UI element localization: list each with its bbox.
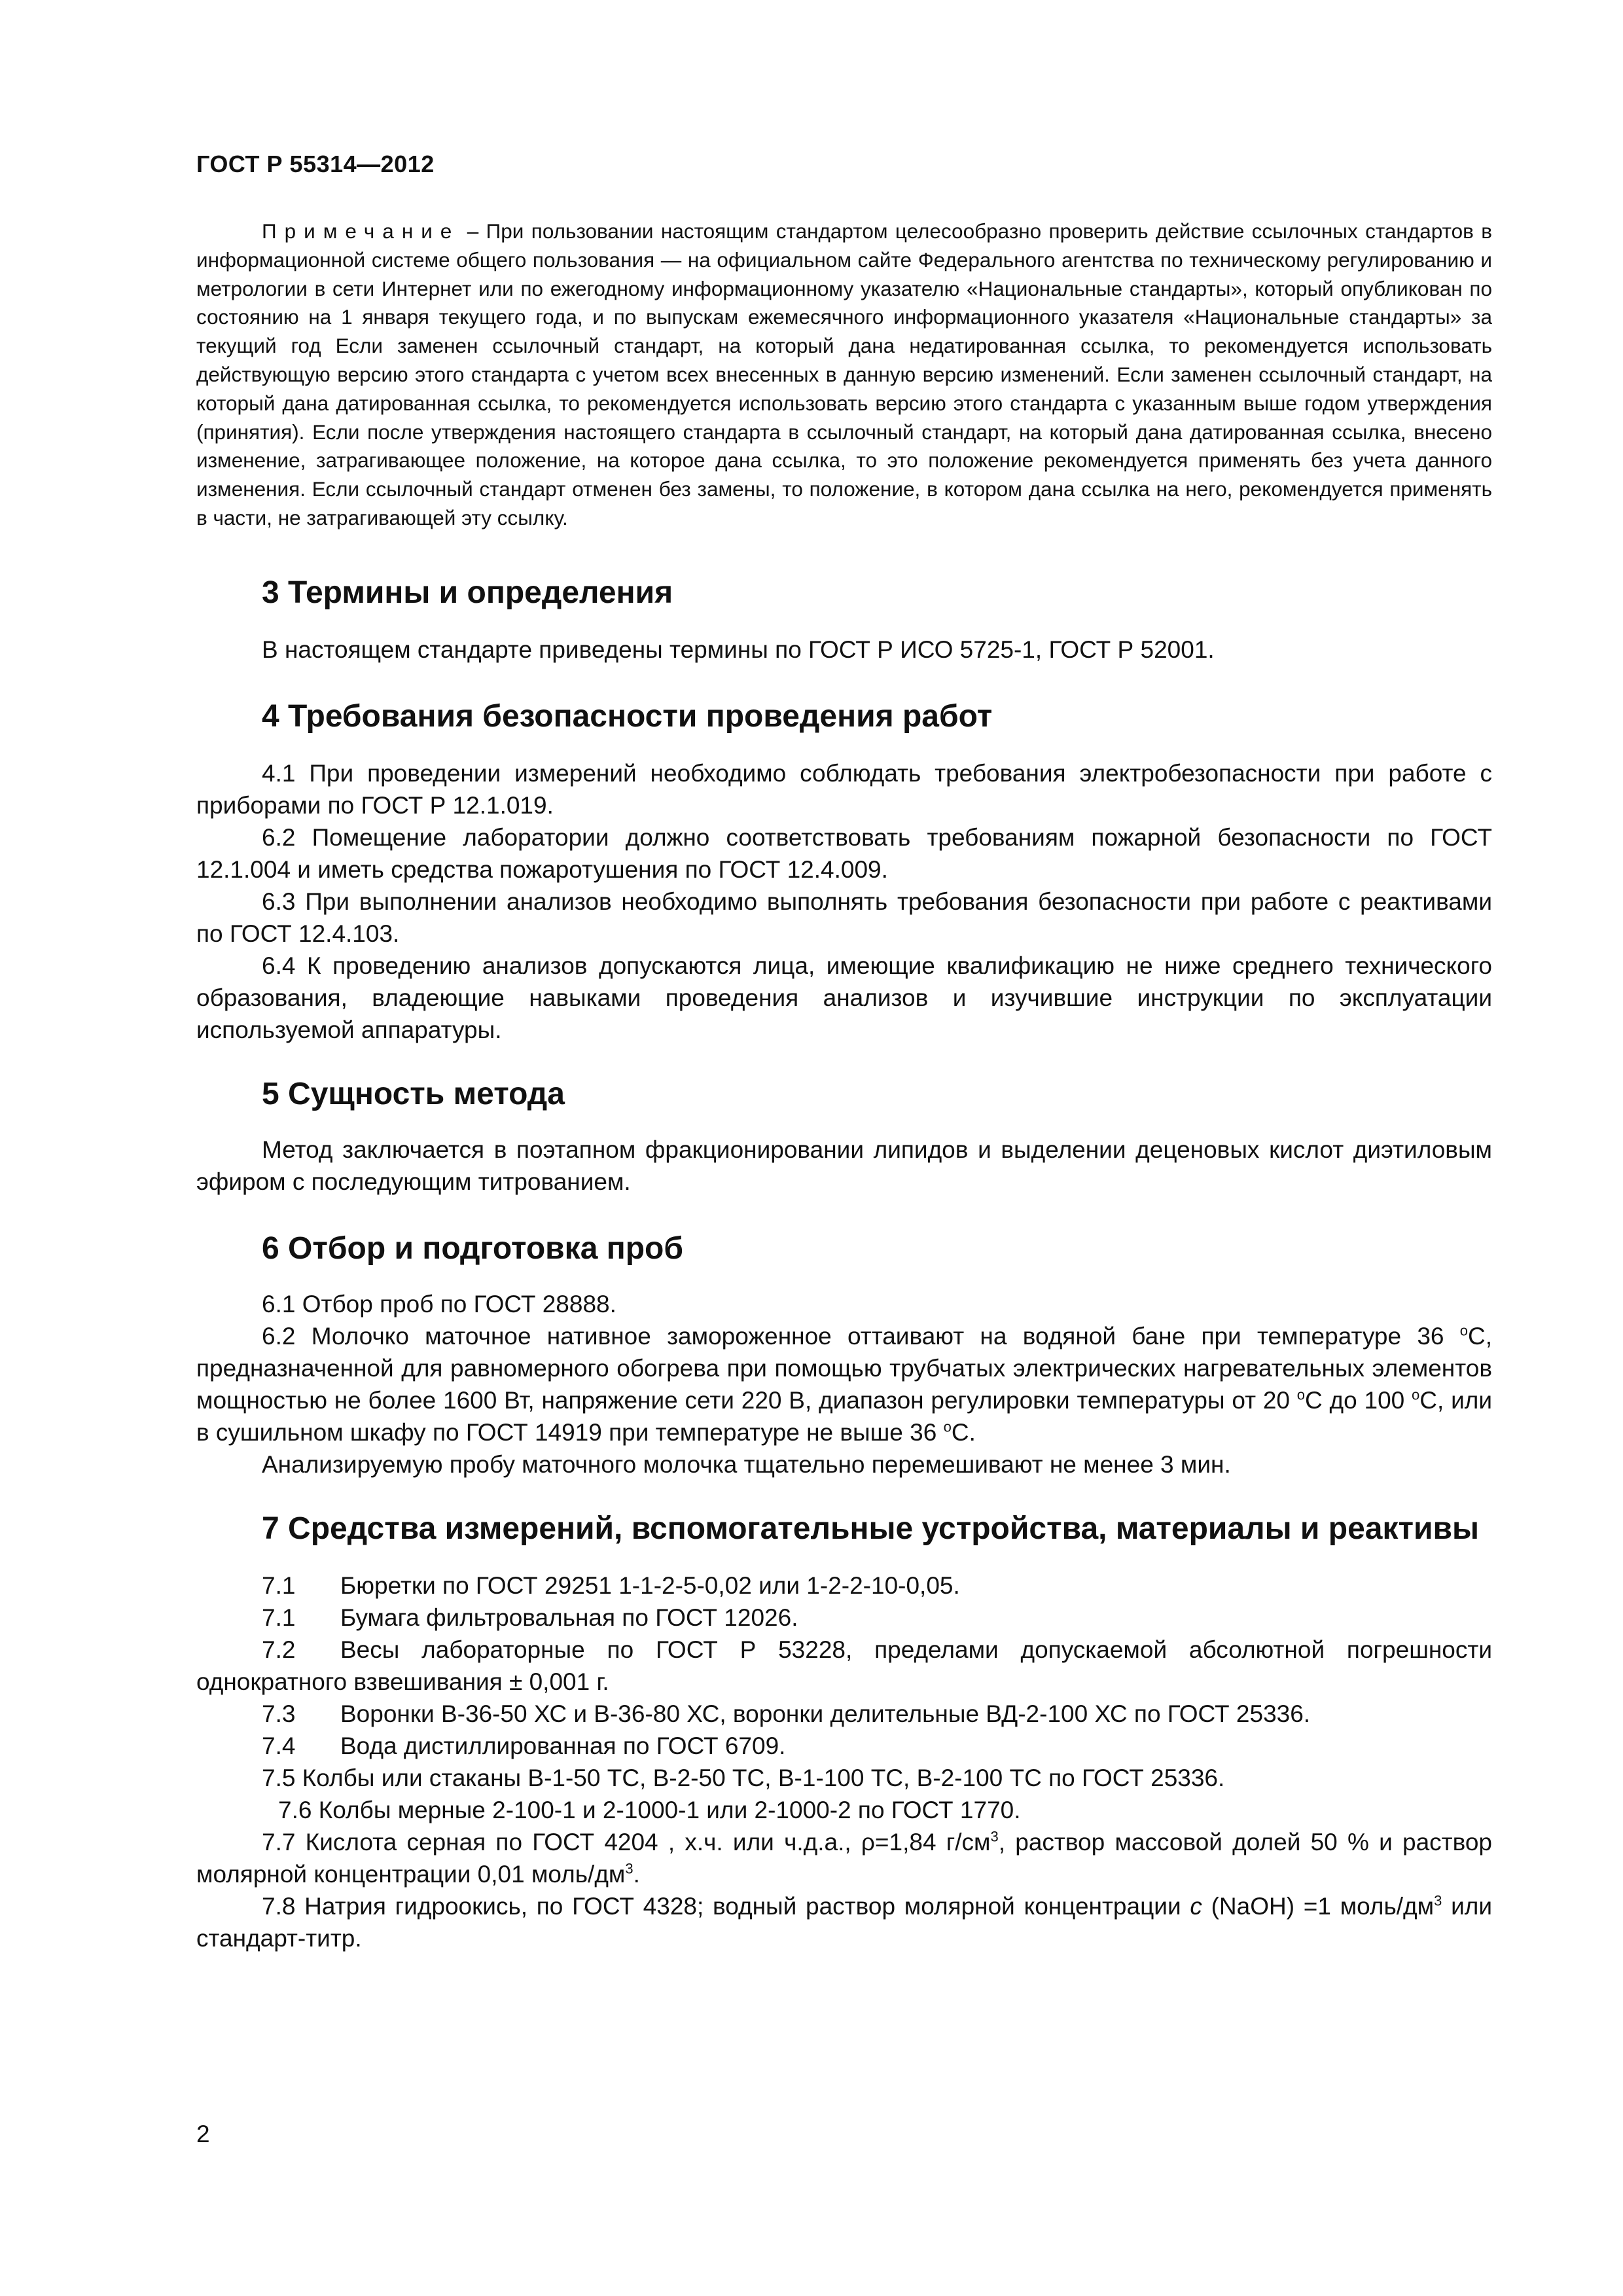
section-4-paragraph-4: 6.4 К проведению анализов допускаются лица, имеющие квалификацию не ниже среднего технического образования, владеющие навыками проведения анализов и изучившие инструкции по эксплуатации используемой аппаратуры. — [196, 952, 1492, 1043]
section-4-title: 4 Требования безопасности проведения работ — [262, 698, 993, 734]
list-item — [196, 1730, 1492, 1762]
list-item — [196, 1698, 1492, 1730]
note-label: Примечание — [262, 219, 460, 243]
item-text: Бумага фильтровальная по ГОСТ 12026. — [340, 1604, 798, 1631]
item-number: 7.1 — [262, 1571, 296, 1599]
item-text: Бюретки по ГОСТ 29251 1-1-2-5-0,02 или 1-2-2-10-0,05. — [340, 1571, 960, 1599]
superscript: 3 — [625, 1860, 633, 1877]
text-run: С, предназначенной для равномерного обогрева при помощью трубчатых электрических нагревательных элементов мощностью не более 1600 Вт, напряжение сети 220 В, диапазон регулировки температуры от 20 — [196, 1322, 1492, 1414]
section-6-paragraph-1: 6.1 Отбор проб по ГОСТ 28888. — [262, 1290, 616, 1318]
text-run: 7.7 Кислота серная по ГОСТ 4204 , х.ч. или ч.д.а., ρ=1,84 г/см — [262, 1828, 991, 1856]
section-7-title: 7 Средства измерений, вспомогательные устройства, материалы и реактивы — [262, 1511, 1480, 1546]
concentration-symbol: c — [1190, 1892, 1202, 1920]
section-7-paragraph-77 — [196, 1826, 1492, 1890]
superscript: 3 — [990, 1828, 999, 1845]
item-text: Весы лабораторные по ГОСТ Р 53228, пределами допускаемой абсолютной погрешности однократного взвешивания ± 0,001 г. — [196, 1636, 1492, 1695]
section-7-list — [196, 1570, 1492, 1762]
section-6-paragraph-3: Анализируемую пробу маточного молочка тщательно перемешивают не менее 3 мин. — [262, 1450, 1231, 1478]
section-5-paragraph: Метод заключается в поэтапном фракционировании липидов и выделении деценовых кислот диэтиловым эфиром с последующим титрованием. — [196, 1136, 1492, 1195]
text-run: С. — [951, 1418, 976, 1446]
section-7-paragraph-76: 7.6 Колбы мерные 2-100-1 и 2-1000-1 или 2-1000-2 по ГОСТ 1770. — [278, 1796, 1021, 1823]
text-run: 7.8 Натрия гидроокись, по ГОСТ 4328; водный раствор молярной концентрации — [262, 1892, 1190, 1920]
text-run: С, или в сушильном шкафу по ГОСТ 14919 при температуре не выше 36 — [196, 1386, 1492, 1446]
item-number: 7.2 — [262, 1636, 296, 1663]
text-run: или стандарт-титр. — [196, 1892, 1492, 1952]
section-3-paragraph: В настоящем стандарте приведены термины по ГОСТ Р ИСО 5725-1, ГОСТ Р 52001. — [262, 636, 1215, 663]
item-number: 7.4 — [262, 1732, 296, 1759]
item-number: 7.3 — [262, 1700, 296, 1727]
section-7-paragraph-78 — [196, 1890, 1492, 1954]
section-6-title: 6 Отбор и подготовка проб — [262, 1230, 684, 1266]
reference-note — [196, 217, 1492, 533]
degree-sign: o — [1459, 1322, 1468, 1339]
degree-sign: o — [1296, 1386, 1306, 1403]
section-4-paragraph-1: 4.1 При проведении измерений необходимо соблюдать требования электробезопасности при работе с приборами по ГОСТ Р 12.1.019. — [196, 759, 1492, 819]
text-run: , раствор массовой долей 50 % и раствор молярной концентрации 0,01 моль/дм — [196, 1828, 1493, 1888]
section-7-paragraph-75: 7.5 Колбы или стаканы В-1-50 ТС, В-2-50 ТС, В-1-100 ТС, В-2-100 ТС по ГОСТ 25336. — [262, 1764, 1225, 1791]
superscript: 3 — [1434, 1892, 1442, 1909]
text-run: . — [633, 1860, 640, 1888]
section-3-title: 3 Термины и определения — [262, 575, 673, 610]
section-5-title: 5 Сущность метода — [262, 1076, 565, 1111]
section-4-paragraph-2: 6.2 Помещение лаборатории должно соответствовать требованиям пожарной безопасности по ГОСТ 12.1.004 и иметь средства пожаротушения по ГОСТ 12.4.009. — [196, 823, 1492, 883]
note-text: – При пользовании настоящим стандартом целесообразно проверить действие ссылочных стандартов в информационной системе общего пользования — на официальном сайте Федерального агентства по техническому регулированию и метрологии в сети Интернет или по ежегодному информационному указателю «Национальные стандарты», который опубликован по состоянию на 1 января текущего года, и по выпускам ежемесячного информационного указателя «Национальные стандарты» за текущий год Если заменен ссылочный стандарт, на который дана недатированная ссылка, то рекомендуется использовать действующую версию этого стандарта с учетом всех внесенных в данную версию изменений. Если заменен ссылочный стандарт, на который дана датированная ссылка, то рекомендуется использовать версию этого стандарта с указанным выше годом утверждения (принятия). Если после утверждения настоящего стандарта в ссылочный стандарт, на который дана датированная ссылка, внесено изменение, затрагивающее положение, на которое дана ссылка, то это положение рекомендуется применять без учета данного изменения. Если ссылочный стандарт отменен без замены, то положение, в котором дана ссылка на него, рекомендуется применять в части, не затрагивающей эту ссылку. — [196, 219, 1492, 529]
degree-sign: o — [943, 1418, 952, 1435]
item-number: 7.1 — [262, 1604, 296, 1631]
section-4-paragraph-3: 6.3 При выполнении анализов необходимо выполнять требования безопасности при работе с реактивами по ГОСТ 12.4.103. — [196, 888, 1492, 947]
text-run: С до 100 — [1305, 1386, 1412, 1414]
document-header: ГОСТ Р 55314—2012 — [196, 151, 435, 177]
item-text: Вода дистиллированная по ГОСТ 6709. — [340, 1732, 786, 1759]
list-item — [196, 1570, 1492, 1602]
page-number: 2 — [196, 2121, 210, 2147]
list-item — [196, 1634, 1492, 1698]
text-run: (NaOH) =1 моль/дм — [1202, 1892, 1435, 1920]
list-item — [196, 1602, 1492, 1634]
section-6-paragraph-2 — [196, 1320, 1492, 1448]
text-run: 6.2 Молочко маточное нативное замороженное оттаивают на водяной бане при температуре 36 — [262, 1322, 1460, 1350]
document-page — [196, 151, 1492, 1954]
degree-sign: o — [1412, 1386, 1420, 1403]
item-text: Воронки В-36-50 ХС и В-36-80 ХС, воронки делительные ВД-2-100 ХС по ГОСТ 25336. — [340, 1700, 1311, 1727]
